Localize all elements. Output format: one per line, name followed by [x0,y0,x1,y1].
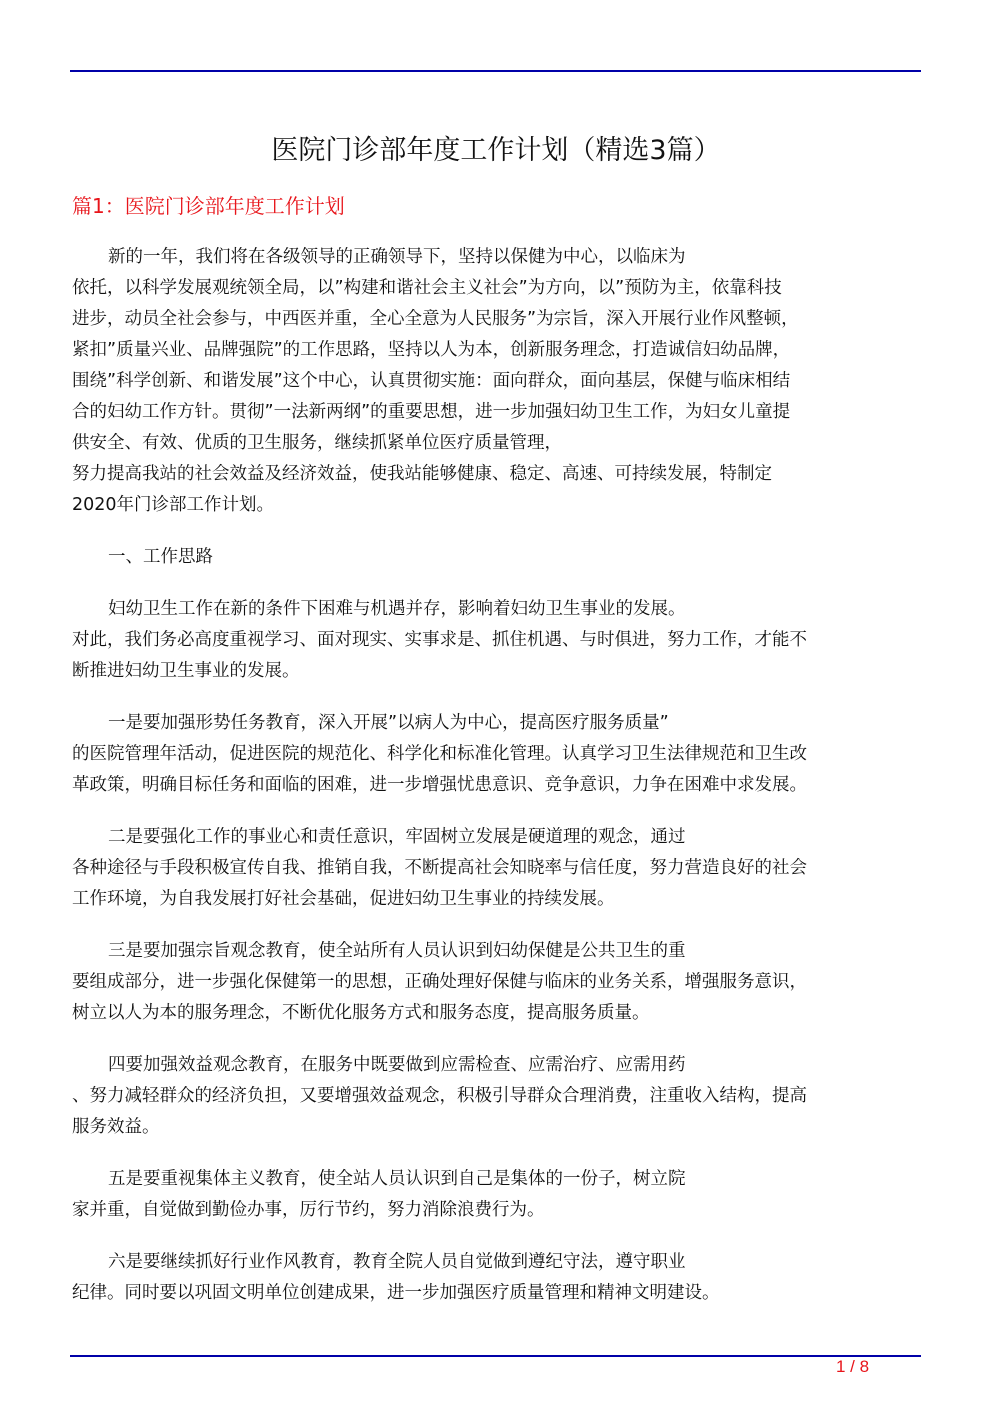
footer-rule [70,1355,921,1357]
document-title: 医院门诊部年度工作计划（精选3篇） [271,135,721,166]
paragraph-line: 六是要继续抓好行业作风教育，教育全院人员自觉做到遵纪守法，遵守职业 [108,1252,686,1272]
paragraph [72,1050,912,1143]
paragraph-line: 的医院管理年活动，促进医院的规范化、科学化和标准化管理。认真学习卫生法律规范和卫生改 [72,744,807,764]
paragraph-line: 妇幼卫生工作在新的条件下困难与机遇并存，影响着妇幼卫生事业的发展。 [108,599,686,619]
paragraph-line: 依托，以科学发展观统领全局，以”构建和谐社会主义社会”为方向，以”预防为主，依靠科技 [72,278,782,298]
paragraph-line: 供安全、有效、优质的卫生服务，继续抓紧单位医疗质量管理， [72,433,562,453]
paragraph-line: 努力提高我站的社会效益及经济效益，使我站能够健康、稳定、高速、可持续发展，特制定 [72,464,772,484]
paragraph-line: 三是要加强宗旨观念教育，使全站所有人员认识到妇幼保健是公共卫生的重 [108,941,686,961]
paragraph [72,1164,912,1226]
paragraph-line: 四要加强效益观念教育，在服务中既要做到应需检查、应需治疗、应需用药 [108,1055,686,1075]
paragraph [72,542,912,573]
paragraph-line: 树立以人为本的服务理念，不断优化服务方式和服务态度，提高服务质量。 [72,1003,650,1023]
paragraph [72,708,912,801]
paragraph-line: 新的一年，我们将在各级领导的正确领导下，坚持以保健为中心，以临床为 [108,247,686,267]
paragraph-line: 革政策，明确目标任务和面临的困难，进一步增强忧患意识、竞争意识，力争在困难中求发展。 [72,775,807,795]
paragraph [72,822,912,915]
header-rule [70,70,921,72]
paragraph-line: 工作环境，为自我发展打好社会基础，促进妇幼卫生事业的持续发展。 [72,889,615,909]
paragraph-line: 2020年门诊部工作计划。 [72,495,275,515]
paragraph-line: 合的妇幼工作方针。贯彻”一法新两纲”的重要思想，进一步加强妇幼卫生工作，为妇女儿童提 [72,402,791,422]
paragraph-line: 一是要加强形势任务教育，深入开展”以病人为中心，提高医疗服务质量” [108,713,669,733]
paragraph-line: 围绕”科学创新、和谐发展”这个中心，认真贯彻实施：面向群众，面向基层，保健与临床相结 [72,371,791,391]
document-body [72,242,912,1330]
paragraph-line: 五是要重视集体主义教育，使全站人员认识到自己是集体的一份子，树立院 [108,1169,686,1189]
paragraph [72,594,912,687]
paragraph-line: 要组成部分，进一步强化保健第一的思想，正确处理好保健与临床的业务关系，增强服务意识， [72,972,807,992]
section-heading: 篇1：医院门诊部年度工作计划 [72,194,345,218]
paragraph-line: 、努力减轻群众的经济负担，又要增强效益观念，积极引导群众合理消费，注重收入结构，提高 [72,1086,807,1106]
paragraph-line: 纪律。同时要以巩固文明单位创建成果，进一步加强医疗质量管理和精神文明建设。 [72,1283,720,1303]
paragraph-line: 各种途径与手段积极宣传自我、推销自我，不断提高社会知晓率与信任度，努力营造良好的社会 [72,858,807,878]
page-indicator: 1 / 8 [836,1357,870,1376]
paragraph [72,1247,912,1309]
paragraph-line: 二是要强化工作的事业心和责任意识，牢固树立发展是硬道理的观念，通过 [108,827,686,847]
paragraph-line: 家并重，自觉做到勤俭办事，厉行节约，努力消除浪费行为。 [72,1200,545,1220]
paragraph-line: 一、工作思路 [108,547,213,567]
paragraph [72,936,912,1029]
paragraph-line: 对此，我们务必高度重视学习、面对现实、实事求是、抓住机遇、与时俱进，努力工作，才能不 [72,630,807,650]
paragraph [72,242,912,521]
paragraph-line: 断推进妇幼卫生事业的发展。 [72,661,300,681]
paragraph-line: 进步，动员全社会参与，中西医并重，全心全意为人民服务”为宗旨，深入开展行业作风整顿， [72,309,799,329]
paragraph-line: 服务效益。 [72,1117,160,1137]
paragraph-line: 紧扣”质量兴业、品牌强院”的工作思路，坚持以人为本，创新服务理念，打造诚信妇幼品牌， [72,340,791,360]
